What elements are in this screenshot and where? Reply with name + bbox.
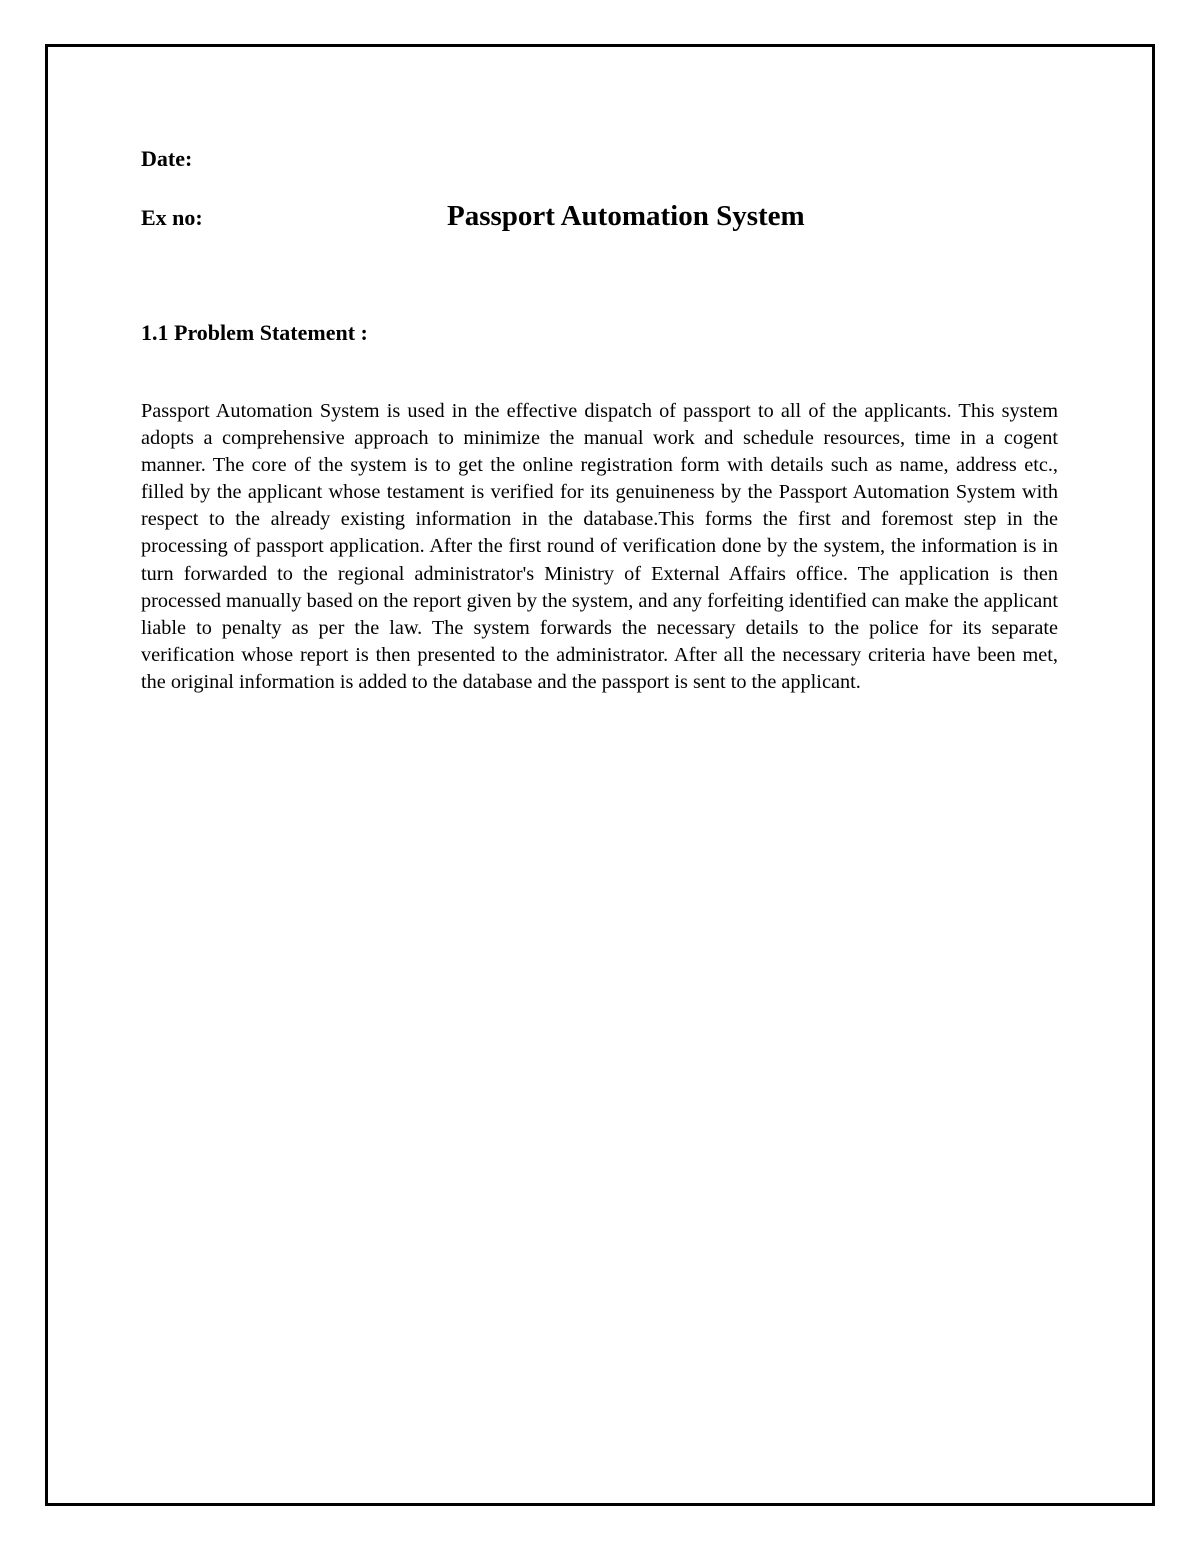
exno-label: Ex no: [141, 205, 203, 230]
page-border [45, 44, 1155, 1506]
section-heading: 1.1 Problem Statement : [141, 320, 368, 345]
problem-statement-text: Passport Automation System is used in the effective dispatch of passport to all of the applicants. This system adopts a comprehensive approach to minimize the manual work and schedule resources, time in a cogent manner. The core of the system is to get the online registration form with details such as name, address etc., filled by the applicant whose testament is verified for its genuineness by the Passport Automation System with respect to the already existing information in the database.This forms the first and foremost step in the processing of passport application. After the first round of verification done by the system, the information is in turn forwarded to the regional administrator's Ministry of External Affairs office. The application is then processed manually based on the report given by the system, and any forfeiting identified can make the applicant liable to penalty as per the law. The system forwards the necessary details to the police for its separate verification whose report is then presented to the administrator. After all the necessary criteria have been met, the original information is added to the database and the passport is sent to the applicant. [141, 400, 1058, 693]
page-title: Passport Automation System [447, 200, 805, 232]
date-label: Date: [141, 146, 193, 171]
